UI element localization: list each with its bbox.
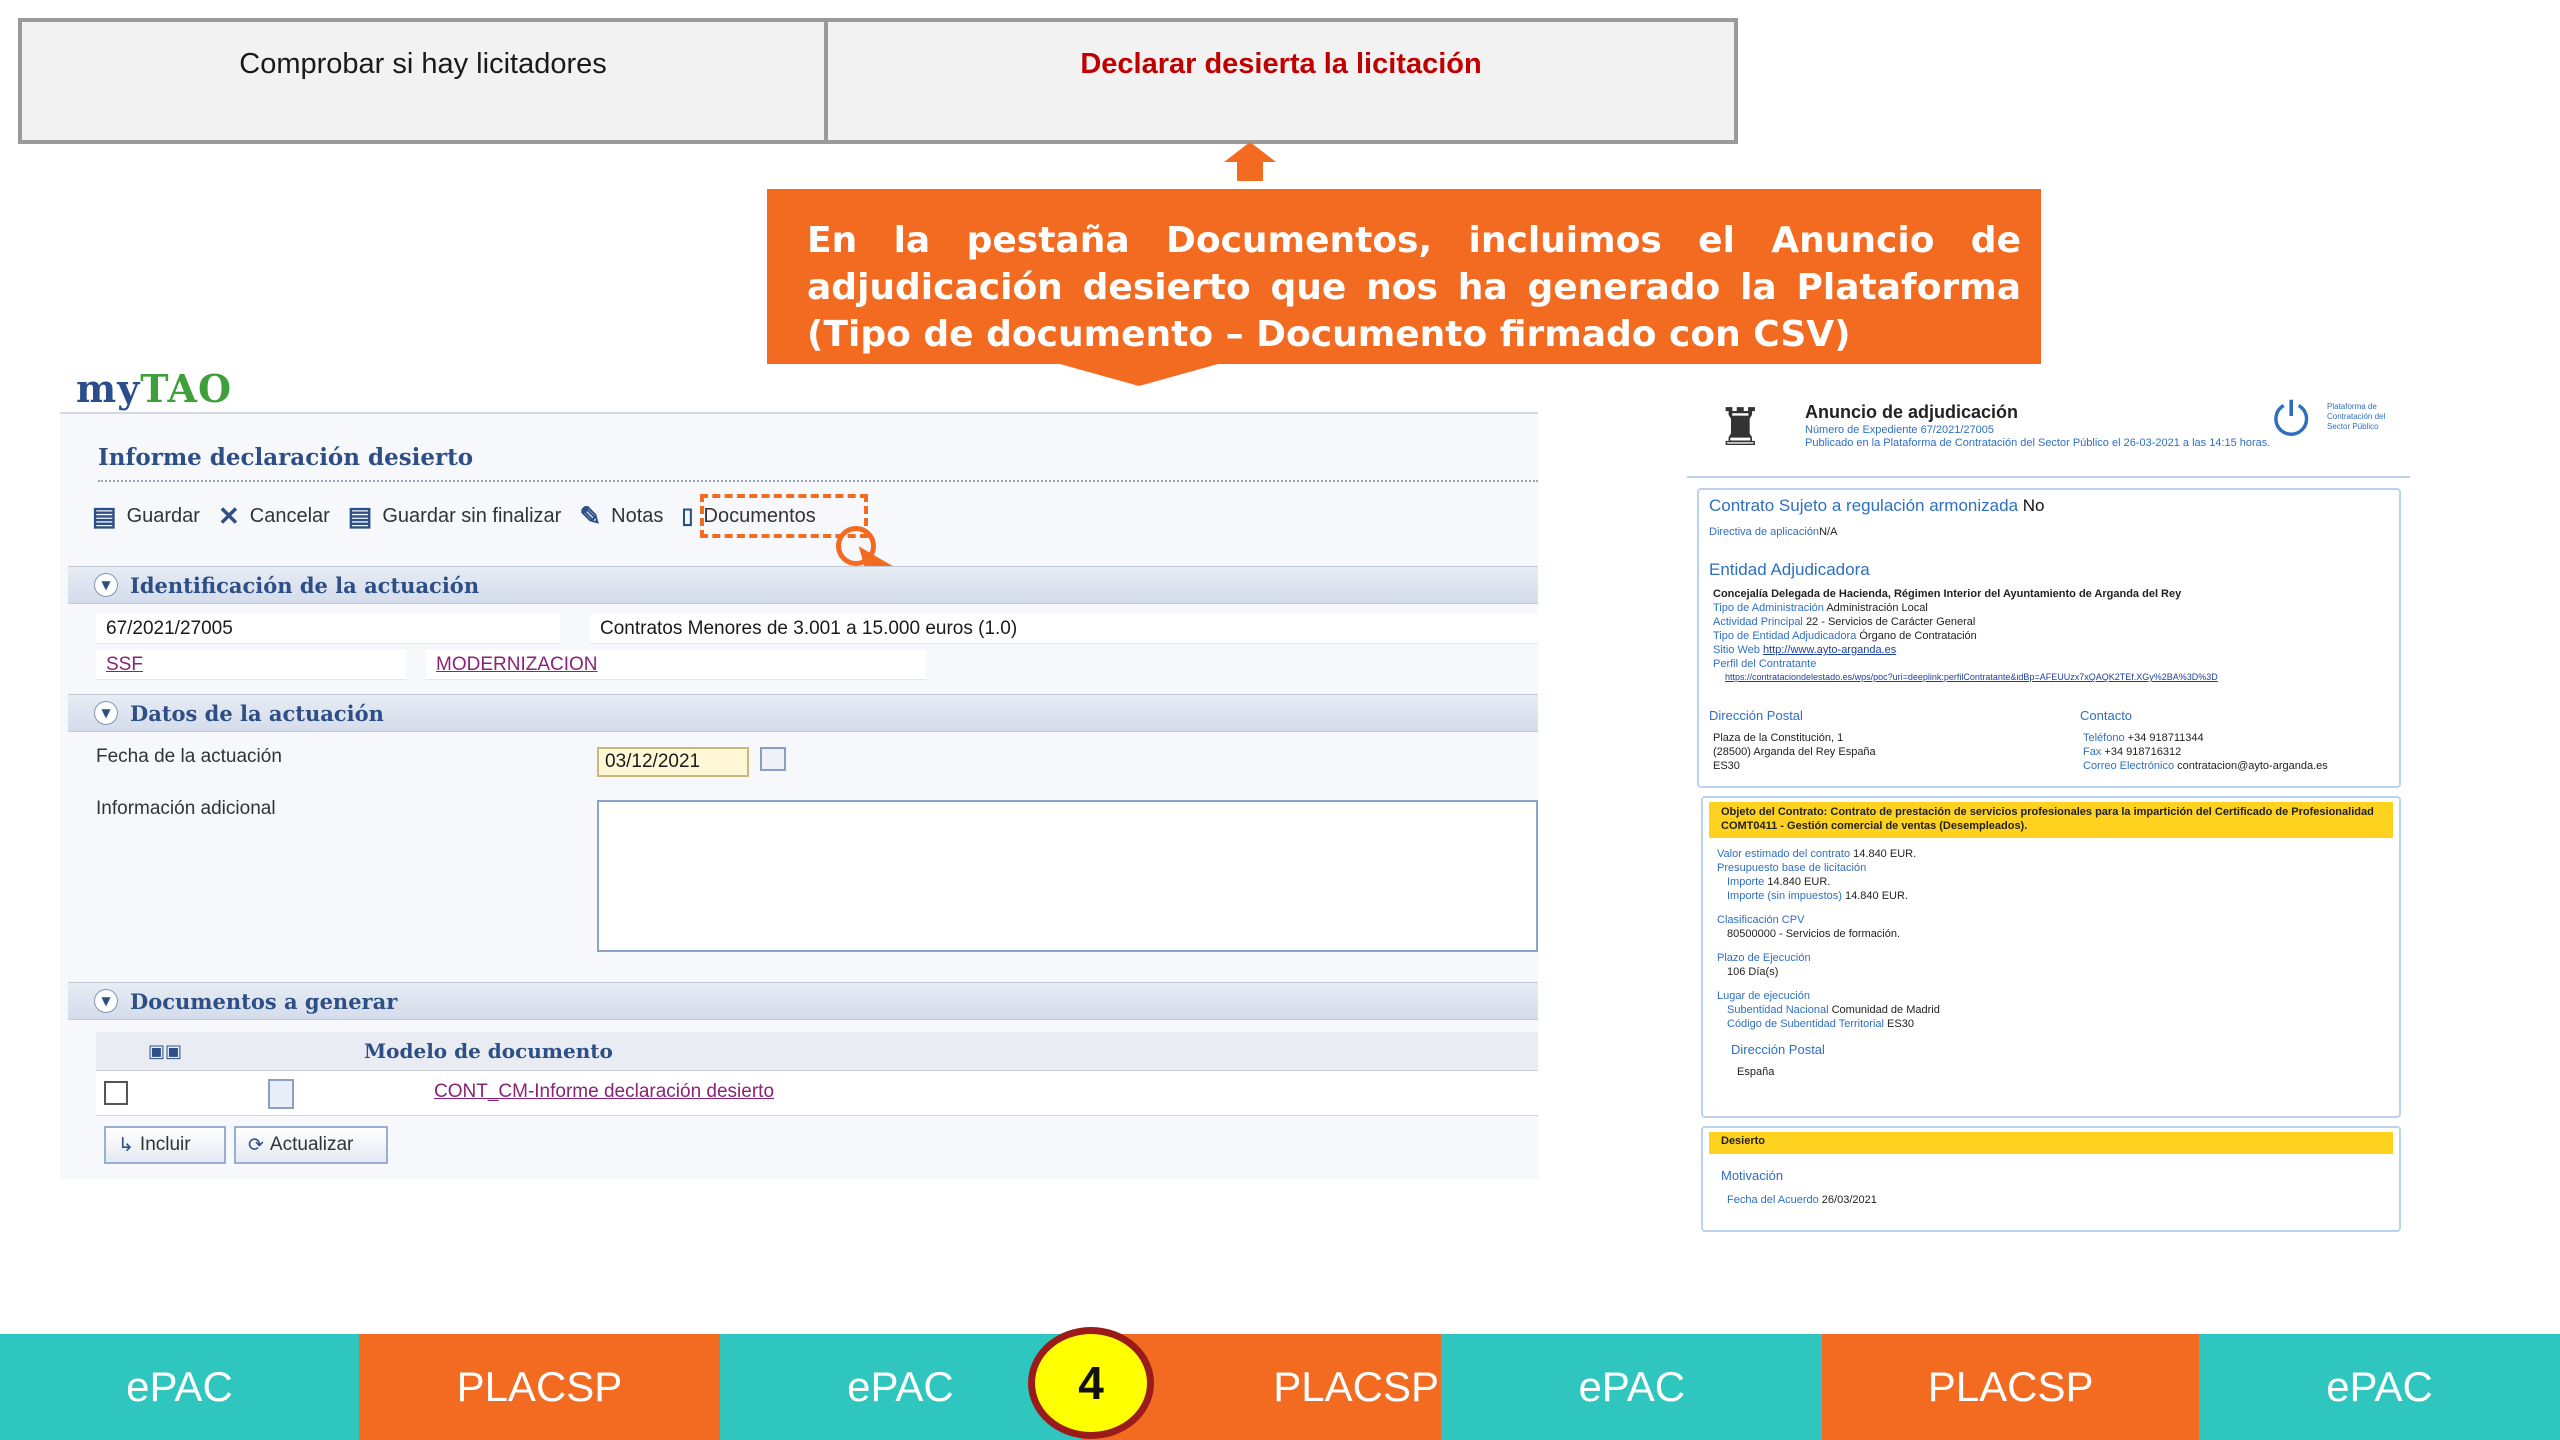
amount-net-line bbox=[1727, 890, 1908, 902]
refresh-button[interactable] bbox=[234, 1126, 388, 1164]
amount-value: 14.840 EUR. bbox=[1767, 876, 1831, 888]
entity-heading: Entidad Adjudicadora bbox=[1709, 560, 1870, 579]
directive-value: N/A bbox=[1819, 526, 1838, 538]
term-value: 106 Día(s) bbox=[1727, 966, 1779, 978]
term-label: Plazo de Ejecución bbox=[1717, 952, 1811, 964]
notice-file-line: Número de Expediente 67/2021/27005 bbox=[1805, 424, 1994, 436]
entity-type-line bbox=[1713, 630, 1977, 642]
cpv-value: 80500000 - Servicios de formación. bbox=[1727, 928, 1901, 940]
email-label: Correo Electrónico bbox=[2083, 760, 2175, 772]
postal-heading: Dirección Postal bbox=[1709, 708, 1803, 723]
procedure: Contratos Menores de 3.001 a 15.000 euros (1.0) bbox=[600, 617, 1018, 639]
additional-info-textarea[interactable] bbox=[597, 800, 1538, 952]
harmonized-label bbox=[1709, 496, 2045, 516]
word-document-icon bbox=[268, 1079, 294, 1109]
subentity-code-value: ES30 bbox=[1887, 1018, 1914, 1030]
subentity-line bbox=[1727, 1004, 1940, 1016]
file-number-field bbox=[96, 614, 560, 644]
phone-label: Teléfono bbox=[2083, 732, 2125, 744]
entity-name: Concejalía Delegada de Hacienda, Régimen Interior del Ayuntamiento de Arganda del Rey bbox=[1713, 588, 2182, 600]
document-model-link[interactable]: CONT_CM-Informe declaración desierto bbox=[434, 1081, 775, 1102]
nav-step-epac[interactable]: ePAC bbox=[1441, 1334, 1822, 1440]
nav-step-placsp[interactable]: PLACSP bbox=[1081, 1334, 1442, 1440]
amount-net-value: 14.840 EUR. bbox=[1845, 890, 1908, 902]
calendar-icon[interactable] bbox=[760, 747, 786, 771]
amount-net-label: Importe (sin impuestos) bbox=[1727, 890, 1842, 902]
unit-code-link[interactable]: SSF bbox=[106, 653, 143, 675]
agreement-value: 26/03/2021 bbox=[1821, 1194, 1877, 1206]
phone-line bbox=[2083, 732, 2204, 744]
date-value: 03/12/2021 bbox=[605, 751, 701, 772]
callout-pointer bbox=[1060, 364, 1218, 386]
place-postal-heading: Dirección Postal bbox=[1731, 1042, 1825, 1057]
section-data-header[interactable] bbox=[68, 694, 1538, 732]
fax-label: Fax bbox=[2083, 746, 2102, 758]
chevron-down-icon[interactable]: ▼ bbox=[94, 989, 118, 1013]
callout-text: En la pestaña Documentos, incluimos el Anuncio de adjudicación desierto que nos ha generado la Plataforma (Tipo de documento – Documento firmado con CSV) bbox=[807, 220, 2021, 355]
address-line-3: ES30 bbox=[1713, 760, 1740, 772]
agreement-line bbox=[1727, 1194, 1877, 1206]
procedure-field bbox=[590, 614, 1538, 644]
date-label: Fecha de la actuación bbox=[96, 746, 282, 767]
up-arrow-shaft bbox=[1237, 161, 1263, 181]
mytao-logo bbox=[76, 366, 232, 411]
refresh-icon: ⟳ bbox=[248, 1134, 264, 1156]
motive-label: Motivación bbox=[1721, 1168, 1784, 1183]
section-title: Documentos a generar bbox=[130, 988, 398, 1014]
step-tab-declare-void[interactable] bbox=[824, 18, 1738, 144]
nav-step-placsp[interactable]: PLACSP bbox=[1822, 1334, 2199, 1440]
notes-button[interactable] bbox=[579, 501, 663, 532]
place-label: Lugar de ejecución bbox=[1717, 990, 1810, 1002]
section-identification-header[interactable] bbox=[68, 566, 1538, 604]
cancel-button[interactable] bbox=[218, 501, 330, 532]
platform-label: Plataforma de Contratación del Sector Público bbox=[2327, 402, 2386, 431]
amount-line bbox=[1727, 876, 1830, 888]
logo-tao: TAO bbox=[140, 366, 233, 411]
activity-label: Actividad Principal bbox=[1713, 616, 1803, 628]
title-divider bbox=[98, 480, 1538, 482]
directive-label: Directiva de aplicación bbox=[1709, 526, 1820, 538]
cancel-label: Cancelar bbox=[249, 504, 330, 527]
save-label: Guardar bbox=[126, 504, 200, 527]
fax-line bbox=[2083, 746, 2181, 758]
harmonized-value: No bbox=[2022, 496, 2045, 515]
step-tab-check-bidders[interactable] bbox=[18, 18, 828, 144]
admin-type-value: Administración Local bbox=[1826, 602, 1928, 614]
include-label: Incluir bbox=[139, 1134, 191, 1155]
subentity-label: Subentidad Nacional bbox=[1727, 1004, 1829, 1016]
chevron-down-icon[interactable]: ▼ bbox=[94, 573, 118, 597]
process-nav-bar bbox=[0, 1334, 2560, 1440]
spain-coat-of-arms-icon: ♜ bbox=[1717, 399, 1764, 457]
notice-published-line: Publicado en la Plataforma de Contratación del Sector Público el 26-03-2021 a las 14:15 horas. bbox=[1805, 437, 2271, 449]
floppy-disk-icon: ▤ bbox=[347, 500, 373, 531]
phone-value: +34 918711344 bbox=[2127, 732, 2204, 744]
email-line bbox=[2083, 760, 2328, 772]
save-draft-button[interactable] bbox=[348, 501, 562, 532]
header-divider bbox=[1687, 476, 2410, 478]
current-step-badge: 4 bbox=[1028, 1327, 1154, 1439]
subentity-code-label: Código de Subentidad Territorial bbox=[1727, 1018, 1884, 1030]
award-notice-document bbox=[1687, 392, 2412, 1232]
step-tab-label: Declarar desierta la licitación bbox=[1080, 48, 1482, 80]
save-button[interactable] bbox=[92, 501, 200, 532]
close-icon: ✕ bbox=[217, 500, 240, 531]
nav-step-epac[interactable]: ePAC bbox=[720, 1334, 1081, 1440]
additional-info-label: Información adicional bbox=[96, 798, 276, 819]
insert-icon: ↳ bbox=[118, 1134, 134, 1156]
mytao-form-panel bbox=[60, 412, 1538, 1179]
directive-line bbox=[1709, 526, 1837, 538]
website-label: Sitio Web bbox=[1713, 644, 1760, 656]
subentity-code-line bbox=[1727, 1018, 1914, 1030]
entity-type-label: Tipo de Entidad Adjudicadora bbox=[1713, 630, 1857, 642]
unit-code-field bbox=[96, 650, 406, 680]
section-title: Datos de la actuación bbox=[130, 700, 384, 726]
section-docs-header[interactable] bbox=[68, 982, 1538, 1020]
logo-my: my bbox=[76, 366, 141, 411]
estimated-line bbox=[1717, 848, 1916, 860]
estimated-label: Valor estimado del contrato bbox=[1717, 848, 1851, 860]
floppy-disk-icon: ▤ bbox=[92, 500, 117, 531]
nav-step-epac[interactable]: ePAC bbox=[0, 1334, 359, 1440]
subentity-value: Comunidad de Madrid bbox=[1831, 1004, 1940, 1016]
activity-line bbox=[1713, 616, 1975, 628]
place-country: España bbox=[1737, 1066, 1775, 1078]
row-checkbox[interactable] bbox=[104, 1081, 128, 1105]
notes-label: Notas bbox=[611, 504, 664, 527]
address-line-1: Plaza de la Constitución, 1 bbox=[1713, 732, 1844, 744]
platform-power-icon: ⏻ bbox=[2273, 393, 2310, 445]
date-input[interactable] bbox=[597, 747, 749, 777]
section-title: Identificación de la actuación bbox=[130, 572, 480, 598]
void-bar: Desierto bbox=[1709, 1132, 2393, 1154]
cpv-label: Clasificación CPV bbox=[1717, 914, 1805, 926]
include-button[interactable] bbox=[104, 1126, 226, 1164]
admin-type-label: Tipo de Administración bbox=[1713, 602, 1824, 614]
agreement-label: Fecha del Acuerdo bbox=[1727, 1194, 1819, 1206]
estimated-value: 14.840 EUR. bbox=[1853, 848, 1917, 860]
email-value: contratacion@ayto-arganda.es bbox=[2177, 760, 2328, 772]
column-model-header: Modelo de documento bbox=[364, 1039, 613, 1063]
unit-name-field bbox=[426, 650, 926, 680]
contact-heading: Contacto bbox=[2080, 708, 2133, 723]
website-link[interactable]: http://www.ayto-arganda.es bbox=[1762, 644, 1897, 656]
save-draft-label: Guardar sin finalizar bbox=[382, 504, 562, 527]
activity-value: 22 - Servicios de Carácter General bbox=[1805, 616, 1976, 628]
admin-type-line bbox=[1713, 602, 1928, 614]
contract-object-bar: Objeto del Contrato: Contrato de prestación de servicios profesionales para la impartición del Certificado de Profesionalidad COMT0411 - Gestión comercial de ventas (Desempleados). bbox=[1709, 802, 2393, 838]
select-all-icon[interactable]: ▣▣ bbox=[148, 1040, 183, 1062]
documents-label: Documentos bbox=[703, 504, 816, 527]
website-line bbox=[1713, 644, 1896, 656]
nav-step-placsp[interactable]: PLACSP bbox=[359, 1334, 720, 1440]
table-row bbox=[96, 1071, 1538, 1116]
documents-grid-header bbox=[96, 1032, 1538, 1071]
fax-value: +34 918716312 bbox=[2104, 746, 2182, 758]
profile-link[interactable]: https://contrataciondelestado.es/wps/poc?uri=deeplink:perfilContratante&idBp=AFEUUzx7xQAQK2TEf.XGy%2BA%3D%3D bbox=[1725, 672, 2218, 682]
document-icon: ▯ bbox=[681, 503, 694, 528]
form-title: Informe declaración desierto bbox=[98, 444, 474, 471]
refresh-label: Actualizar bbox=[269, 1134, 354, 1155]
amount-label: Importe bbox=[1727, 876, 1765, 888]
harmonized-text: Contrato Sujeto a regulación armonizada bbox=[1709, 496, 2019, 515]
budget-label: Presupuesto base de licitación bbox=[1717, 862, 1867, 874]
nav-step-epac[interactable]: ePAC bbox=[2199, 1334, 2560, 1440]
notice-title: Anuncio de adjudicación bbox=[1805, 402, 2019, 422]
entity-type-value: Órgano de Contratación bbox=[1859, 630, 1977, 642]
step-tab-label: Comprobar si hay licitadores bbox=[239, 48, 607, 80]
up-arrow-icon bbox=[1224, 142, 1276, 162]
instruction-callout bbox=[767, 189, 2041, 364]
chevron-down-icon[interactable]: ▼ bbox=[94, 701, 118, 725]
address-line-2: (28500) Arganda del Rey España bbox=[1713, 746, 1876, 758]
profile-label: Perfil del Contratante bbox=[1713, 658, 1817, 670]
unit-name-link[interactable]: MODERNIZACION bbox=[436, 653, 598, 675]
paperclip-icon: ✎ bbox=[579, 500, 602, 531]
file-number: 67/2021/27005 bbox=[106, 617, 233, 639]
